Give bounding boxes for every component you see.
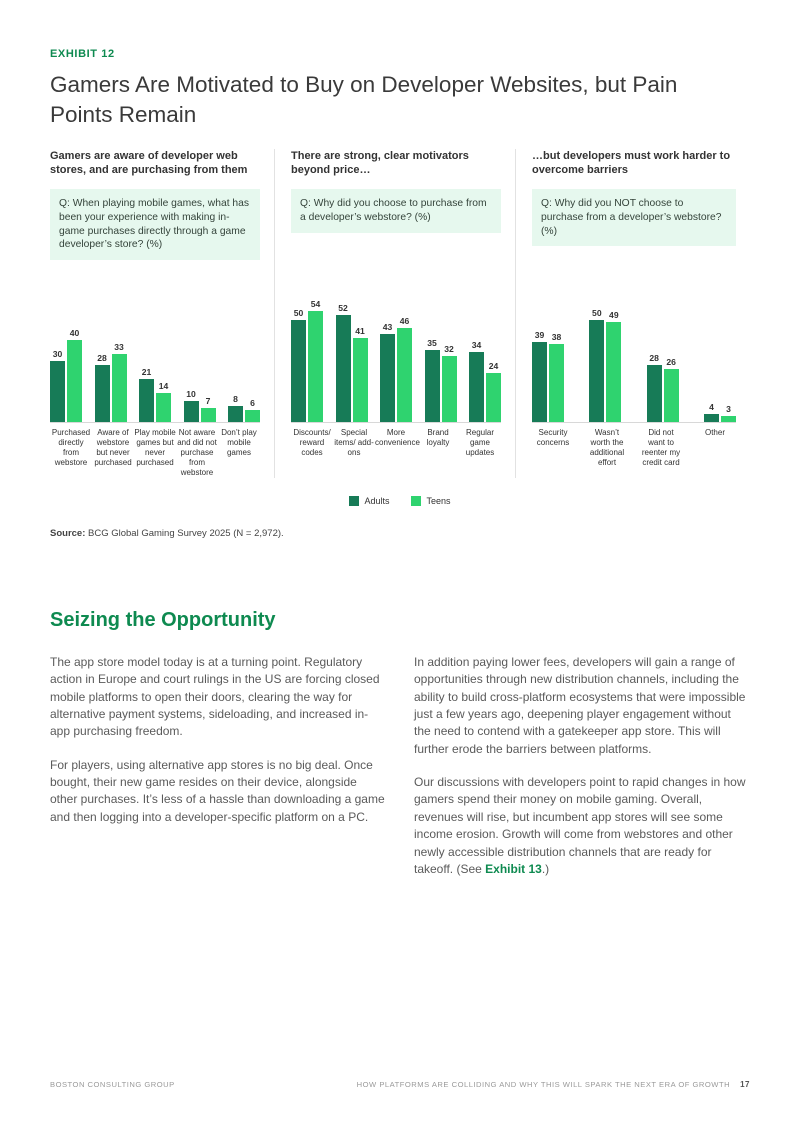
bar-value-label: 28	[649, 352, 659, 363]
bar-adults	[336, 315, 351, 422]
bar-value-label: 8	[233, 393, 238, 404]
legend-label: Teens	[426, 495, 451, 506]
bar-value-label: 24	[488, 360, 499, 371]
bar-value-label: 52	[338, 302, 348, 313]
bar-group	[336, 303, 368, 422]
body-column-left	[50, 654, 386, 895]
bar-value-label: 3	[726, 403, 731, 414]
bar-teens	[201, 408, 216, 422]
bar-pair	[647, 353, 679, 422]
bar-pair	[425, 338, 457, 422]
bar-wrap	[139, 367, 154, 422]
bar-value-label: 7	[205, 395, 211, 406]
bar-wrap	[291, 308, 306, 422]
teens-swatch-icon	[411, 496, 421, 506]
bar-adults	[425, 350, 440, 422]
bar-group	[95, 342, 127, 422]
bar-teens	[486, 373, 501, 422]
page-title: Gamers Are Motivated to Buy on Developer Websites, but Pain Points Remain	[50, 72, 678, 128]
bar-group	[184, 389, 216, 422]
bar-category-label: Brand loyalty	[426, 427, 450, 447]
bar-teens	[442, 356, 457, 422]
bar-category-label: Not aware and did not purchase from webstore	[177, 427, 217, 477]
paragraph: For players, using alternative app stores is no big deal. Once bought, their new game resides on their device, alongside other purchases. It’s less of a hassle than downloading a game and then logging into a developer-specific platform on a PC.	[50, 757, 385, 824]
bar-wrap	[397, 316, 412, 422]
adults-swatch-icon	[349, 496, 359, 506]
bar-pair	[469, 340, 501, 422]
bar-category-label: Purchased directly from webstore	[51, 427, 91, 467]
bar-chart-categories	[50, 428, 260, 478]
bar-group	[704, 402, 736, 422]
bar-wrap	[664, 357, 679, 422]
bar-value-label: 39	[534, 329, 545, 340]
question-box: Q: When playing mobile games, what has been your experience with making in-game purchases directly through a game developer’s store? (%)	[50, 189, 260, 261]
bar-adults	[380, 334, 395, 422]
bar-category-label: More convenience	[375, 427, 420, 447]
bar-adults	[704, 414, 719, 422]
bar-pair	[589, 308, 621, 422]
paragraph: In addition paying lower fees, developers will gain a range of opportunities through new distribution channels, including the ability to build cross-platform ecosystems that were impossible just a few years ago, deepening player engagement without the need to contend with a gatekeeper app store. This will further erode the barriers between platforms.	[414, 654, 746, 756]
bar-group	[532, 330, 564, 422]
question-box-wrap	[50, 189, 260, 277]
bar-teens	[67, 340, 82, 422]
bar-adults	[291, 320, 306, 422]
bar-wrap	[721, 404, 736, 422]
question-box-wrap	[291, 189, 501, 277]
legend-item-adults	[349, 496, 389, 506]
bar-wrap	[469, 340, 484, 422]
bar-teens	[664, 369, 679, 422]
bar-category-label: Wasn’t worth the additional effort	[589, 427, 625, 467]
bar-value-label: 41	[355, 325, 365, 336]
section-heading: Seizing the Opportunity	[50, 608, 276, 631]
bar-teens	[353, 338, 368, 422]
bar-wrap	[228, 394, 243, 422]
paragraph	[414, 774, 750, 878]
bar-chart-categories	[532, 428, 736, 468]
bar-pair	[228, 394, 260, 422]
bar-teens	[245, 410, 260, 422]
body-column-right	[414, 654, 750, 895]
bar-category-label: Aware of webstore but never purchased	[94, 427, 132, 467]
bar-adults	[139, 379, 154, 422]
bar-value-label: 30	[52, 348, 63, 359]
bar-value-label: 40	[69, 327, 80, 338]
bar-group	[647, 353, 679, 422]
bar-value-label: 38	[551, 331, 562, 342]
bar-adults	[184, 401, 199, 422]
bar-wrap	[184, 389, 199, 422]
bar-category-label: Play mobile games but never purchased	[134, 427, 176, 467]
chart-column-motivators	[274, 149, 515, 478]
bar-value-label: 33	[114, 341, 124, 352]
bar-value-label: 6	[250, 397, 255, 408]
bar-pair	[50, 328, 82, 422]
bar-wrap	[201, 396, 216, 422]
page-footer	[50, 1080, 750, 1089]
bar-wrap	[442, 344, 457, 422]
bar-category-label: Did not want to reenter my credit card	[641, 427, 681, 467]
bar-adults	[589, 320, 604, 422]
bar-value-label: 21	[141, 366, 152, 377]
bar-wrap	[156, 381, 171, 422]
footer-company: BOSTON CONSULTING GROUP	[50, 1080, 175, 1089]
question-box-wrap	[532, 189, 736, 277]
body-text-columns	[50, 654, 750, 895]
bar-category-label: Special items/ add-ons	[334, 427, 374, 457]
bar-adults	[532, 342, 547, 422]
bar-wrap	[67, 328, 82, 422]
bar-teens	[721, 416, 736, 422]
bar-pair	[380, 316, 412, 422]
question-box: Q: Why did you NOT choose to purchase from a developer’s webstore? (%)	[532, 189, 736, 247]
bar-wrap	[647, 353, 662, 422]
bar-value-label: 49	[609, 309, 619, 320]
bar-pair	[139, 367, 171, 422]
chart-legend	[50, 496, 750, 506]
bar-wrap	[532, 330, 547, 422]
paragraph: The app store model today is at a turning point. Regulatory action in Europe and court rulings in the US are forcing closed mobile platforms to open their doors, clearing the way for alternative payment systems, sideloading, and increased in-app purchasing freedom.	[50, 654, 380, 739]
bar-category-label: Other	[704, 427, 725, 437]
bar-pair	[95, 342, 127, 422]
bar-adults	[228, 406, 243, 422]
bar-value-label: 10	[186, 388, 196, 399]
bar-wrap	[336, 303, 351, 422]
bar-group	[139, 367, 171, 422]
bar-value-label: 26	[666, 356, 676, 367]
bar-wrap	[425, 338, 440, 422]
footer-report-title: HOW PLATFORMS ARE COLLIDING AND WHY THIS WILL SPARK THE NEXT ERA OF GROWTH	[356, 1080, 731, 1089]
bar-value-label: 50	[592, 307, 602, 318]
bar-wrap	[245, 398, 260, 422]
footer-page-number: 17	[740, 1080, 750, 1089]
exhibit-label: EXHIBIT 12	[50, 48, 115, 60]
bar-wrap	[589, 308, 604, 422]
bar-wrap	[50, 349, 65, 422]
chart-column-header: There are strong, clear motivators beyond price…	[291, 149, 469, 177]
chart-column-header: …but developers must work harder to overcome barriers	[532, 149, 731, 177]
bar-group	[425, 338, 457, 422]
bar-chart-barriers	[532, 291, 736, 423]
bar-pair	[184, 389, 216, 422]
footer-right	[357, 1080, 750, 1089]
bar-chart-categories	[291, 428, 501, 458]
bar-category-label: Security concerns	[536, 427, 570, 447]
bar-adults	[95, 365, 110, 422]
bar-teens	[156, 393, 171, 422]
bar-wrap	[308, 299, 323, 422]
bar-teens	[549, 344, 564, 422]
bar-group	[50, 328, 82, 422]
bar-pair	[291, 299, 323, 422]
exhibit-charts-row	[50, 149, 750, 478]
question-box: Q: Why did you choose to purchase from a developer’s webstore? (%)	[291, 189, 501, 233]
chart-column-barriers	[515, 149, 750, 478]
bar-teens	[112, 354, 127, 422]
bar-pair	[704, 402, 736, 422]
bar-pair	[532, 330, 564, 422]
bar-value-label: 50	[293, 307, 304, 318]
legend-item-teens	[411, 496, 450, 506]
bar-category-label: Discounts/ reward codes	[293, 427, 331, 457]
bar-wrap	[486, 361, 501, 422]
bar-value-label: 32	[444, 343, 454, 354]
bar-value-label: 54	[310, 298, 321, 309]
source-text: BCG Global Gaming Survey 2025 (N = 2,972).	[85, 527, 284, 539]
bar-value-label: 35	[427, 337, 437, 348]
bar-value-label: 14	[158, 380, 169, 391]
bar-wrap	[112, 342, 127, 422]
bar-group	[291, 299, 323, 422]
chart-column-header: Gamers are aware of developer web stores, and are purchasing from them	[50, 149, 248, 177]
bar-group	[469, 340, 501, 422]
bar-value-label: 46	[399, 315, 410, 326]
bar-wrap	[549, 332, 564, 422]
bar-wrap	[353, 326, 368, 422]
bar-chart-awareness	[50, 291, 260, 423]
exhibit-13-link[interactable]: Exhibit 13	[485, 862, 542, 877]
bar-value-label: 34	[471, 339, 482, 350]
paragraph-text: .)	[541, 862, 550, 877]
bar-teens	[397, 328, 412, 422]
source-note	[50, 528, 750, 539]
bar-group	[380, 316, 412, 422]
bar-value-label: 28	[97, 352, 107, 363]
bar-adults	[50, 361, 65, 422]
bar-value-label: 4	[709, 401, 714, 412]
chart-column-awareness	[50, 149, 274, 478]
bar-teens	[308, 311, 323, 422]
bar-wrap	[704, 402, 719, 422]
bar-value-label: 43	[382, 321, 393, 332]
bar-group	[228, 394, 260, 422]
source-label: Source:	[50, 527, 86, 539]
bar-wrap	[380, 322, 395, 422]
bar-category-label: Don’t play mobile games	[221, 427, 257, 457]
bar-teens	[606, 322, 621, 422]
bar-wrap	[606, 310, 621, 422]
bar-group	[589, 308, 621, 422]
bar-adults	[469, 352, 484, 422]
paragraph-text: Our discussions with developers point to rapid changes in how gamers spend their money on mobile gaming. Overall, revenues will rise, but incumbent app stores will see some income erosion. Growth will come from webstores and other newly accessible distribution channels that are ready for takeoff. (See	[414, 775, 746, 877]
bar-pair	[336, 303, 368, 422]
legend-label: Adults	[364, 495, 390, 506]
bar-adults	[647, 365, 662, 422]
bar-wrap	[95, 353, 110, 422]
bar-category-label: Regular game updates	[465, 427, 495, 457]
bar-chart-motivators	[291, 291, 501, 423]
